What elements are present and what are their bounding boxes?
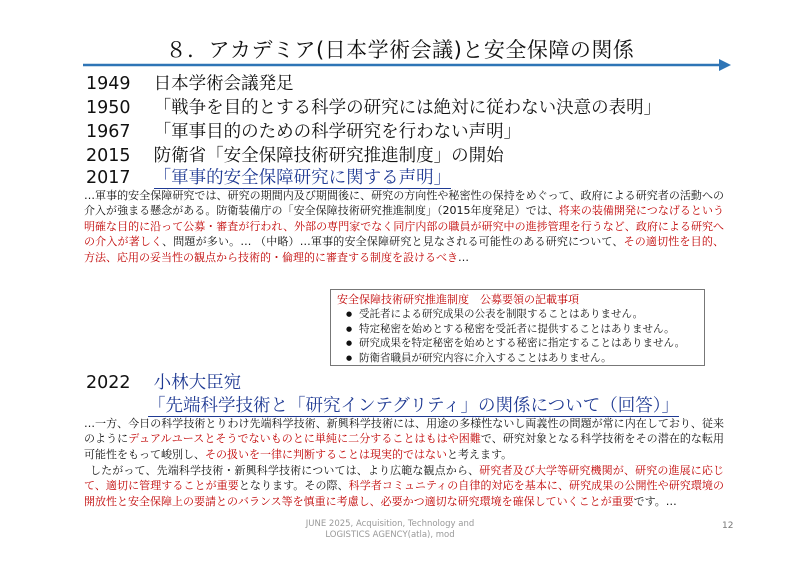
text-run: と考えます。	[447, 447, 513, 461]
timeline-event-highlight: 「軍事的安全保障研究に関する声明」	[153, 168, 452, 188]
footer-line: LOGISTICS AGENCY(atla), mod	[325, 530, 455, 540]
timeline-recipient: 小林大臣宛	[153, 373, 242, 393]
text-run: となります。その際、	[238, 479, 349, 493]
timeline-row	[86, 144, 504, 168]
paragraph-2017	[84, 188, 724, 265]
timeline-year: 1967	[86, 122, 131, 142]
timeline-year: 2015	[86, 146, 131, 166]
timeline-year: 2022	[86, 373, 131, 393]
box-title: 安全保障技術研究推進制度 公募要領の記載事項	[337, 293, 579, 306]
timeline-event: 防衛省「安全保障技術研究推進制度」の開始	[153, 146, 504, 166]
slide-title: ８．アカデミア(日本学術会議)と安全保障の関係	[165, 38, 635, 62]
paragraph-2022-b	[84, 463, 724, 509]
footer	[0, 519, 780, 541]
timeline-year: 1949	[86, 74, 131, 94]
statement-2022: 「先端科学技術と「研究インテグリティ」の関係について（回答）」	[148, 396, 679, 416]
text-run-red: デュアルユースとそうでないものとに単純に二分することはもはや困難	[128, 432, 481, 446]
text-run: 、問題が多い。… （中略）…軍事的安全保障研究と見なされる可能性のある研究について、	[162, 235, 624, 249]
requirements-list	[337, 307, 698, 365]
list-item: ● 受託者による研究成果の公表を制限することはありません。	[359, 307, 698, 322]
text-run: …	[458, 250, 469, 264]
timeline-row	[86, 96, 661, 120]
timeline-year: 2017	[86, 168, 131, 188]
timeline-event: 「軍事目的のための科学研究を行わない声明」	[153, 122, 522, 142]
timeline-arrow	[83, 58, 731, 72]
timeline-event: 日本学術会議発足	[153, 74, 294, 94]
list-item: ● 特定秘密を始めとする秘密を受託者に提供することはありません。	[359, 322, 698, 337]
text-run: したがって、先端科学技術・新興科学技術については、より広範な観点から、	[90, 464, 480, 477]
text-run: で、研究対象となる科学技術をその潜在的な転用可能性をもって峻別し、	[84, 432, 725, 461]
timeline-row-2022	[86, 371, 241, 395]
timeline-row	[86, 166, 451, 190]
timeline-year: 1950	[86, 98, 131, 118]
requirements-box	[330, 289, 705, 366]
timeline-event: 「戦争を目的とする科学の研究には絶対に従わない決意の表明」	[153, 98, 662, 118]
text-run: …一方、今日の科学技術とりわけ先端科学技術、新興科学技術には、用途の多様性ないし両義性の問題が常に内在しており、従来のように	[84, 417, 724, 446]
text-run-red: 研究者及び大学等研究機関が、研究の進展に応じて、適切に管理することが重要	[84, 464, 725, 493]
text-run-red: 将来の装備開発につなげるという明確な目的に沿って公募・審査が行われ、外部の専門家でなく同庁内部の職員が研究中の進捗管理を行うなど、政府による研究への介入が著しく	[84, 204, 724, 249]
text-run-red: その適切性を目的、方法、応用の妥当性の観点から技術的・倫理的に審査する制度を設けるべき	[84, 235, 725, 264]
list-item: ● 防衛省職員が研究内容に介入することはありません。	[359, 351, 698, 366]
page-number: 12	[722, 521, 734, 531]
timeline-row	[148, 394, 679, 418]
text-run: …軍事的安全保障研究では、研究の期間内及び期間後に、研究の方向性や秘密性の保持をめぐって、政府による研究者の活動への介入が強まる懸念がある。防衛装備庁の「安全保障技術研究推進制度」（2015年度発足）では、	[84, 189, 724, 218]
text-run-red: その扱いを一律に判断することは現実的ではない	[205, 447, 447, 461]
paragraph-2022-a	[84, 416, 724, 462]
timeline-row	[86, 120, 521, 144]
text-run-red: 科学者コミュニティの自律的対応を基本に、研究成果の公開性や研究環境の開放性と安全保障上の要請とのバランス等を慎重に考慮し、必要かつ適切な研究環境を確保していくことが重要	[84, 479, 724, 508]
timeline-row	[86, 72, 294, 96]
text-run: です。…	[633, 494, 677, 508]
list-item: ● 研究成果を特定秘密を始めとする秘密に指定することはありません。	[359, 336, 698, 351]
footer-line: JUNE 2025, Acquisition, Technology and	[305, 519, 475, 529]
